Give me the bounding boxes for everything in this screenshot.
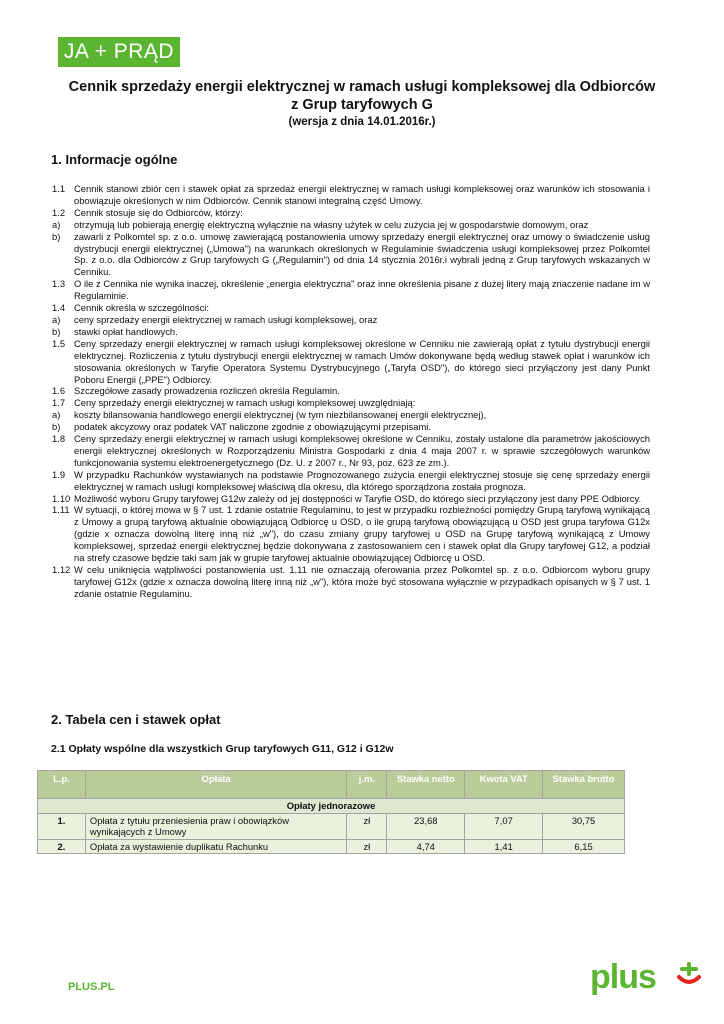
col-header-stawka-netto: Stawka netto — [387, 771, 465, 799]
list-item-text: zawarli z Polkomtel sp. z o.o. umowę zawierającą postanowienia umowy sprzedaży energii elektrycznej oraz umowy o świadczenie usług dystrybucji energii elektrycznej („Umowa") na warunkach określonych w Regulaminie świadczenia usługi kompleksowej przez Polkomtel Sp. z o.o. dla Odbiorców z Grup taryfowych G („Regulamin") od dnia 14 stycznia 2016r.i wybrali jedną z Grup taryfowych wskazanych w Cenniku. — [74, 230, 650, 278]
title-line-2: z Grup taryfowych G — [291, 97, 433, 113]
col-header-oplata: Opłata — [85, 771, 346, 799]
list-item-number: 1.12 — [52, 564, 71, 575]
list-item-text: stawki opłat handlowych. — [74, 325, 178, 337]
list-item-text: O ile z Cennika nie wynika inaczej, określenie „energia elektryczna" oraz inne określenia pisane z dużej litery mają znaczenie nadane im w Regulaminie. — [74, 278, 650, 302]
cell-jm: zł — [347, 839, 387, 854]
list-item — [52, 564, 650, 600]
list-item-number: a) — [52, 409, 61, 421]
list-item — [52, 302, 650, 314]
cell-lp: 2. — [38, 839, 86, 854]
list-item — [52, 278, 650, 302]
sub-list-item — [52, 409, 650, 421]
sub-list-item — [52, 314, 650, 326]
section-1-body — [52, 183, 650, 600]
group-label: Opłaty jednorazowe — [38, 799, 625, 814]
list-item-number: 1.3 — [52, 278, 66, 290]
list-item-number: 1.7 — [52, 397, 66, 409]
cell-vat: 1,41 — [465, 839, 543, 854]
list-item-number: 1.11 — [52, 504, 70, 516]
col-header-jm: j.m. — [347, 771, 387, 799]
list-item — [52, 469, 650, 493]
list-item-number: b) — [52, 325, 61, 337]
list-item-number: 1.5 — [52, 337, 66, 349]
list-item-number: 1.4 — [52, 302, 66, 314]
table-group-row — [38, 799, 625, 814]
list-item-text: Szczegółowe zasady prowadzenia rozliczeń określa Regulamin. — [74, 385, 340, 397]
list-item-text: otrzymują lub pobierają energię elektryczną wyłącznie na własny użytek w celu zużycia jej w gospodarstwie domowym, oraz — [74, 218, 589, 230]
list-item-text: Ceny sprzedaży energii elektrycznej w ramach usługi kompleksowej określone w Cenniku nie zawierają opłat z tytułu dystrybucji energii elektrycznej. Rozliczenia z tytułu dystrybucji energii elektrycznej w ramach Umów dokonywane będą według stawek opłat i warunków ich stosowania określonych w Taryfie Operatora Systemu Dystrybucyjnego („Taryfa OSD"), do którego sieci przyłączony jest dany Punkt Poboru Energii („PPE") Odbiorcy. — [74, 337, 650, 385]
list-item-text: koszty bilansowania handlowego energii elektrycznej (w tym niezbilansowanej energii elektrycznej), — [74, 409, 487, 421]
table-row — [38, 813, 625, 839]
list-item-text: Cennik stosuje się do Odbiorców, którzy: — [74, 206, 243, 218]
cell-oplata: Opłata z tytułu przeniesienia praw i obowiązków wynikających z Umowy — [85, 813, 346, 839]
section-2-heading: 2. Tabela cen i stawek opłat — [51, 712, 221, 727]
list-item — [52, 385, 650, 397]
col-header-kwota-vat: Kwota VAT — [465, 771, 543, 799]
list-item-text: W przypadku Rachunków wystawianych na podstawie Prognozowanego zużycia energii elektrycznej stosuje się cenę sprzedaży energii elektrycznej w ramach usługi kompleksowej właściwą dla okresu, dla którego sporządzona została prognoza. — [74, 468, 650, 492]
table-row — [38, 839, 625, 854]
document-title — [40, 78, 684, 130]
list-item-text: W sytuacji, o której mowa w § 7 ust. 1 zdanie ostatnie Regulaminu, to jest w przypadku rozbieżności pomiędzy Grupą taryfową wynikającą z Umowy a grupą taryfową aktualnie obowiązującą Odbiorcę u OSD, o ile grupą taryfową obowiązującą u OSD jest grupa taryfowa G12x (gdzie x oznacza dowolną literę inną niż „w"), do czasu zmiany grupy taryfowej u OSD na Grupę taryfową wynikającą z Umowy kompleksowej, sprzedaż energii elektrycznej będzie dokonywana z zastosowaniem cen i stawek opłat dla Grupy taryfowej G12, a podział na strefy czasowe będzie taki sam jak w grupie taryfowej aktualnie obowiązującej Odbiorcę u OSD. — [74, 504, 650, 564]
cell-oplata: Opłata za wystawienie duplikatu Rachunku — [85, 839, 346, 854]
list-item-number: 1.1 — [52, 183, 66, 194]
cell-netto: 23,68 — [387, 813, 465, 839]
col-header-stawka-brutto: Stawka brutto — [543, 771, 625, 799]
footer-website-link[interactable]: PLUS.PL — [68, 981, 115, 993]
list-item — [52, 207, 650, 219]
cell-lp: 1. — [38, 813, 86, 839]
list-item — [52, 433, 650, 469]
list-item-number: b) — [52, 230, 61, 242]
sub-list-item — [52, 219, 650, 231]
list-item-text: Cennik stanowi zbiór cen i stawek opłat za sprzedaż energii elektrycznej w ramach usługi kompleksowej oraz warunków ich stosowania i obowiązuje określonych w nim Odbiorców. Cennik stanowi integralną część Umowy. — [74, 183, 650, 206]
list-item-number: 1.2 — [52, 206, 66, 218]
list-item — [52, 504, 650, 564]
list-item-text: Ceny sprzedaży energii elektrycznej w ramach usługi kompleksowej uwzględniają: — [74, 397, 416, 409]
price-table — [37, 770, 625, 854]
list-item-text: Ceny sprzedaży energii elektrycznej w ramach usługi kompleksowej określone w Cenniku, zostały ustalone dla parametrów jakościowych energii elektrycznej określonych w Rozporządzeniu Ministra Gospodarki z dnia 4 maja 2007 r. w sprawie szczegółowych warunków funkcjonowania systemu elektroenergetycznego (Dz. U. z 2007 r., Nr 93, poz. 623 ze zm.). — [74, 433, 650, 468]
list-item-text: podatek akcyzowy oraz podatek VAT naliczone zgodnie z obowiązującymi przepisami. — [74, 421, 431, 433]
sub-list-item — [52, 231, 650, 279]
section-1-heading: 1. Informacje ogólne — [51, 152, 178, 167]
list-item-text: ceny sprzedaży energii elektrycznej w ramach usługi kompleksowej, oraz — [74, 313, 378, 325]
list-item — [52, 338, 650, 386]
cell-jm: zł — [347, 813, 387, 839]
list-item-text: Cennik określa w szczególności: — [74, 302, 209, 314]
ja-plus-prad-logo: JA + PRĄD — [58, 37, 180, 67]
cell-vat: 7,07 — [465, 813, 543, 839]
list-item-number: 1.9 — [52, 468, 66, 480]
sub-list-item — [52, 421, 650, 433]
cell-brutto: 30,75 — [543, 813, 625, 839]
title-line-1: Cennik sprzedaży energii elektrycznej w ramach usługi kompleksowej dla Odbiorców — [68, 79, 656, 95]
list-item-number: a) — [52, 313, 61, 325]
list-item — [52, 397, 650, 409]
list-item — [52, 493, 650, 505]
section-2-1-heading: 2.1 Opłaty wspólne dla wszystkich Grup taryfowych G11, G12 i G12w — [51, 743, 394, 755]
list-item-text: W celu uniknięcia wątpliwości postanowienia ust. 1.11 nie oznaczają oferowania przez Polkomtel sp. z o.o. Odbiorcom wyboru grupy taryfowej G12x (gdzie x oznacza dowolną literę inną niż „w"), która może być stosowana wyłącznie w przypadkach opisanych w § 7 ust. 1 zdanie ostatnie Regulaminu. — [74, 564, 650, 599]
list-item-text: Możliwość wyboru Grupy taryfowej G12w zależy od jej dostępności w Taryfie OSD, do którego sieci przyłączony jest dany PPE Odbiorcy. — [74, 492, 642, 504]
plus-logo: plus — [590, 958, 656, 996]
list-item-number: b) — [52, 421, 61, 433]
sub-list-item — [52, 326, 650, 338]
list-item — [52, 183, 650, 207]
list-item-number: a) — [52, 218, 61, 230]
col-header-lp: L.p. — [38, 771, 86, 799]
cell-brutto: 6,15 — [543, 839, 625, 854]
plus-logo-mark-icon — [674, 961, 704, 991]
list-item-number: 1.6 — [52, 385, 66, 397]
list-item-number: 1.10 — [52, 492, 71, 504]
list-item-number: 1.8 — [52, 433, 66, 445]
cell-netto: 4,74 — [387, 839, 465, 854]
version-date: (wersja z dnia 14.01.2016r.) — [288, 116, 436, 128]
